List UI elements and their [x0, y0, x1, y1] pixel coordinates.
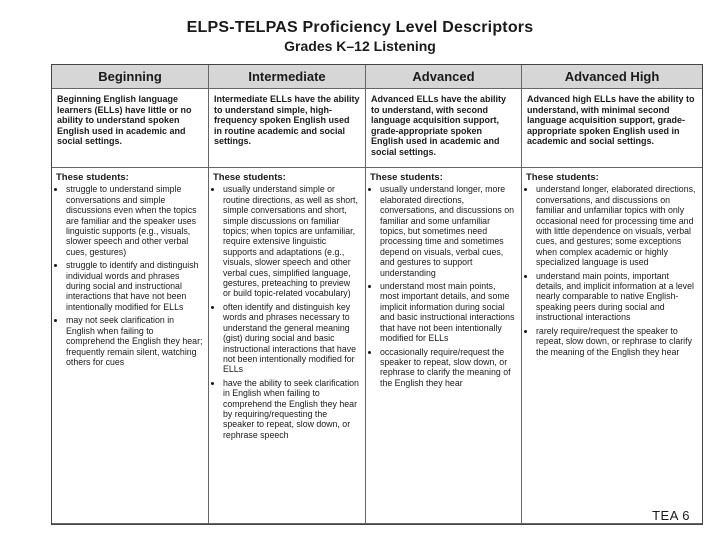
- page-subtitle: Grades K–12 Listening: [284, 38, 436, 54]
- list-item: • occasionally require/request the speaker to repeat, slow down, or rephrase to clarify the meaning of the English they hear: [380, 347, 516, 389]
- behavior-list: [56, 184, 203, 367]
- proficiency-table: [51, 64, 703, 525]
- students-lead: These students:: [370, 172, 443, 183]
- title-block: [0, 18, 720, 55]
- student-behaviors-cell: [522, 168, 702, 524]
- column-header-advanced: Advanced: [366, 65, 522, 89]
- level-description: Advanced high ELLs have the ability to understand, with minimal second language acquisition support, grade-appropriate spoken English used in academic and social settings.: [522, 89, 702, 168]
- page-title: ELPS-TELPAS Proficiency Level Descriptors: [186, 19, 534, 36]
- behavior-list: [526, 184, 697, 357]
- level-description: Beginning English language learners (ELLs) have little or no ability to understand spoken English used in academic and social settings.: [52, 89, 209, 168]
- list-item: • usually understand longer, more elaborated directions, conversations, and discussions on familiar and some unfamiliar topics, but sometimes need processing time and sometimes depend on visuals, verbal cues, and gestures to support understanding: [380, 184, 516, 278]
- slide-footer: TEA 6: [652, 508, 690, 523]
- student-behaviors-cell: [366, 168, 522, 524]
- level-description: Advanced ELLs have the ability to understand, with second language acquisition support, grade-appropriate spoken English used in academic and social settings.: [366, 89, 522, 168]
- list-item: • usually understand simple or routine directions, as well as short, simple conversations and short, simple discussions on familiar topics; when topics are unfamiliar, require extensive linguistic supports and adaptations (e.g., visuals, slower speech and other verbal cues, simplified language, gestures, preteaching to preview or build topic-related vocabulary): [223, 184, 360, 298]
- level-description: Intermediate ELLs have the ability to understand simple, high-frequency spoken English used in routine academic and social settings.: [209, 89, 366, 168]
- students-lead: These students:: [526, 172, 599, 183]
- behavior-list: [213, 184, 360, 440]
- behavior-list: [370, 184, 516, 388]
- column-header-advanced-high: Advanced High: [522, 65, 702, 89]
- student-behaviors-cell: [209, 168, 366, 524]
- list-item: • understand longer, elaborated directions, conversations, and discussions on familiar and unfamiliar topics with only occasional need for processing time and with little dependence on visuals, verbal cues, and gestures; some exceptions when complex academic or highly specialized language is used: [536, 184, 697, 267]
- list-item: • often identify and distinguish key words and phrases necessary to understand the general meaning (gist) during social and basic instructional interactions that have not been intentionally modified for ELLs: [223, 302, 360, 375]
- column-header-intermediate: Intermediate: [209, 65, 366, 89]
- list-item: • understand most main points, most important details, and some implicit information during social and basic instructional interactions that have not been intentionally modified for ELLs: [380, 281, 516, 343]
- list-item: • understand main points, important details, and implicit information at a level nearly comparable to native English-speaking peers during social and instructional interactions: [536, 271, 697, 323]
- student-behaviors-cell: [52, 168, 209, 524]
- column-header-beginning: Beginning: [52, 65, 209, 89]
- list-item: • struggle to identify and distinguish individual words and phrases during social and instructional interactions that have not been intentionally modified for ELLs: [66, 260, 203, 312]
- list-item: • have the ability to seek clarification in English when failing to comprehend the English they hear by requiring/requesting the speaker to repeat, slow down, or rephrase speech: [223, 378, 360, 440]
- list-item: • struggle to understand simple conversations and simple discussions even when the topics are familiar and the speaker uses linguistic supports (e.g., visuals, slower speech and other verbal cues, gestures): [66, 184, 203, 257]
- students-lead: These students:: [213, 172, 286, 183]
- list-item: • rarely require/request the speaker to repeat, slow down, or rephrase to clarify the meaning of the English they hear: [536, 326, 697, 357]
- students-lead: These students:: [56, 172, 129, 183]
- list-item: • may not seek clarification in English when failing to comprehend the English they hear; frequently remain silent, watching others for cues: [66, 315, 203, 367]
